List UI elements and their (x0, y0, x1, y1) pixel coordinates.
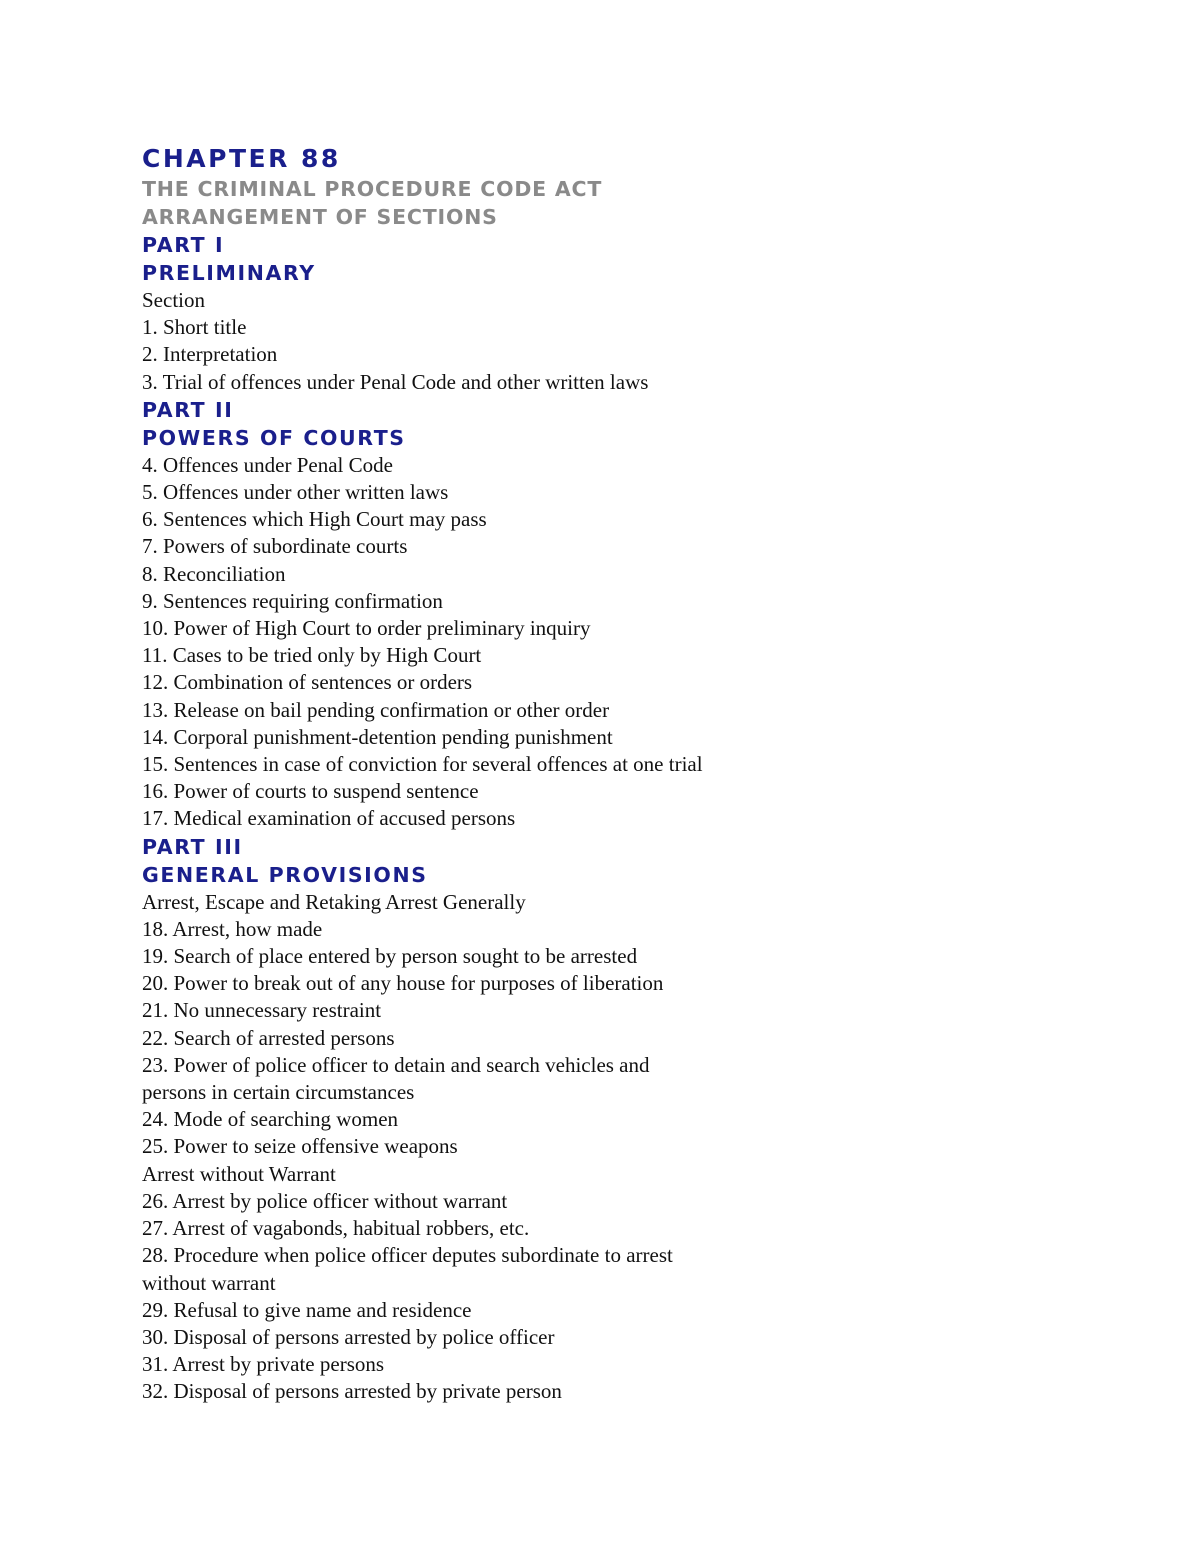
section-entry-continued: persons in certain circumstances (142, 1080, 415, 1105)
section-entry: 31. Arrest by private persons (142, 1352, 385, 1377)
section-entry: 17. Medical examination of accused persons (142, 806, 516, 831)
section-entry: 15. Sentences in case of conviction for several offences at one trial (142, 752, 703, 777)
part-2-title: POWERS OF COURTS (142, 425, 406, 450)
section-entry: 7. Powers of subordinate courts (142, 534, 408, 559)
section-entry: 22. Search of arrested persons (142, 1025, 395, 1050)
section-entry: 32. Disposal of persons arrested by private person (142, 1379, 562, 1404)
section-entry-continued: without warrant (142, 1270, 276, 1295)
part-3-title: GENERAL PROVISIONS (142, 862, 428, 887)
section-entry: 14. Corporal punishment-detention pending punishment (142, 724, 613, 749)
subheading: Arrest without Warrant (142, 1161, 336, 1186)
document-page (142, 143, 1142, 1406)
arrangement-heading: ARRANGEMENT OF SECTIONS (142, 205, 498, 229)
subheading: Arrest, Escape and Retaking Arrest Generally (142, 889, 526, 914)
part-1 (142, 231, 1142, 396)
section-entry: 29. Refusal to give name and residence (142, 1297, 472, 1322)
section-entry: 19. Search of place entered by person sought to be arrested (142, 944, 638, 969)
part-2 (142, 396, 1142, 833)
section-entry: 25. Power to seize offensive weapons (142, 1134, 458, 1159)
section-entry: 8. Reconciliation (142, 561, 286, 586)
section-entry: 23. Power of police officer to detain and search vehicles and (142, 1052, 650, 1077)
section-entry: 6. Sentences which High Court may pass (142, 507, 487, 532)
section-entry: 28. Procedure when police officer deputes subordinate to arrest (142, 1243, 673, 1268)
act-title: THE CRIMINAL PROCEDURE CODE ACT (142, 177, 603, 201)
section-entry: 24. Mode of searching women (142, 1107, 399, 1132)
section-entry: 21. No unnecessary restraint (142, 998, 382, 1023)
section-entry: 9. Sentences requiring confirmation (142, 588, 443, 613)
part-3 (142, 833, 1142, 1406)
section-entry: 30. Disposal of persons arrested by police officer (142, 1324, 555, 1349)
chapter-heading: CHAPTER 88 (142, 144, 341, 173)
section-entry: 16. Power of courts to suspend sentence (142, 779, 479, 804)
part-1-title: PRELIMINARY (142, 261, 316, 285)
section-entry: 13. Release on bail pending confirmation or other order (142, 697, 610, 722)
section-entry: 10. Power of High Court to order preliminary inquiry (142, 616, 591, 641)
section-entry: 1. Short title (142, 315, 247, 340)
section-entry: 4. Offences under Penal Code (142, 452, 393, 477)
section-entry: 26. Arrest by police officer without warrant (142, 1188, 508, 1213)
section-entry: 12. Combination of sentences or orders (142, 670, 473, 695)
section-entry: 2. Interpretation (142, 342, 278, 367)
part-2-number: PART II (142, 397, 234, 422)
part-3-number: PART III (142, 834, 243, 859)
section-entry: 18. Arrest, how made (142, 916, 323, 941)
section-entry: 11. Cases to be tried only by High Court (142, 643, 482, 668)
section-label: Section (142, 288, 205, 312)
section-entry: 5. Offences under other written laws (142, 480, 449, 505)
section-entry: 3. Trial of offences under Penal Code and other written laws (142, 369, 649, 394)
section-entry: 20. Power to break out of any house for purposes of liberation (142, 971, 664, 996)
section-entry: 27. Arrest of vagabonds, habitual robbers, etc. (142, 1216, 530, 1241)
part-1-number: PART I (142, 233, 225, 257)
